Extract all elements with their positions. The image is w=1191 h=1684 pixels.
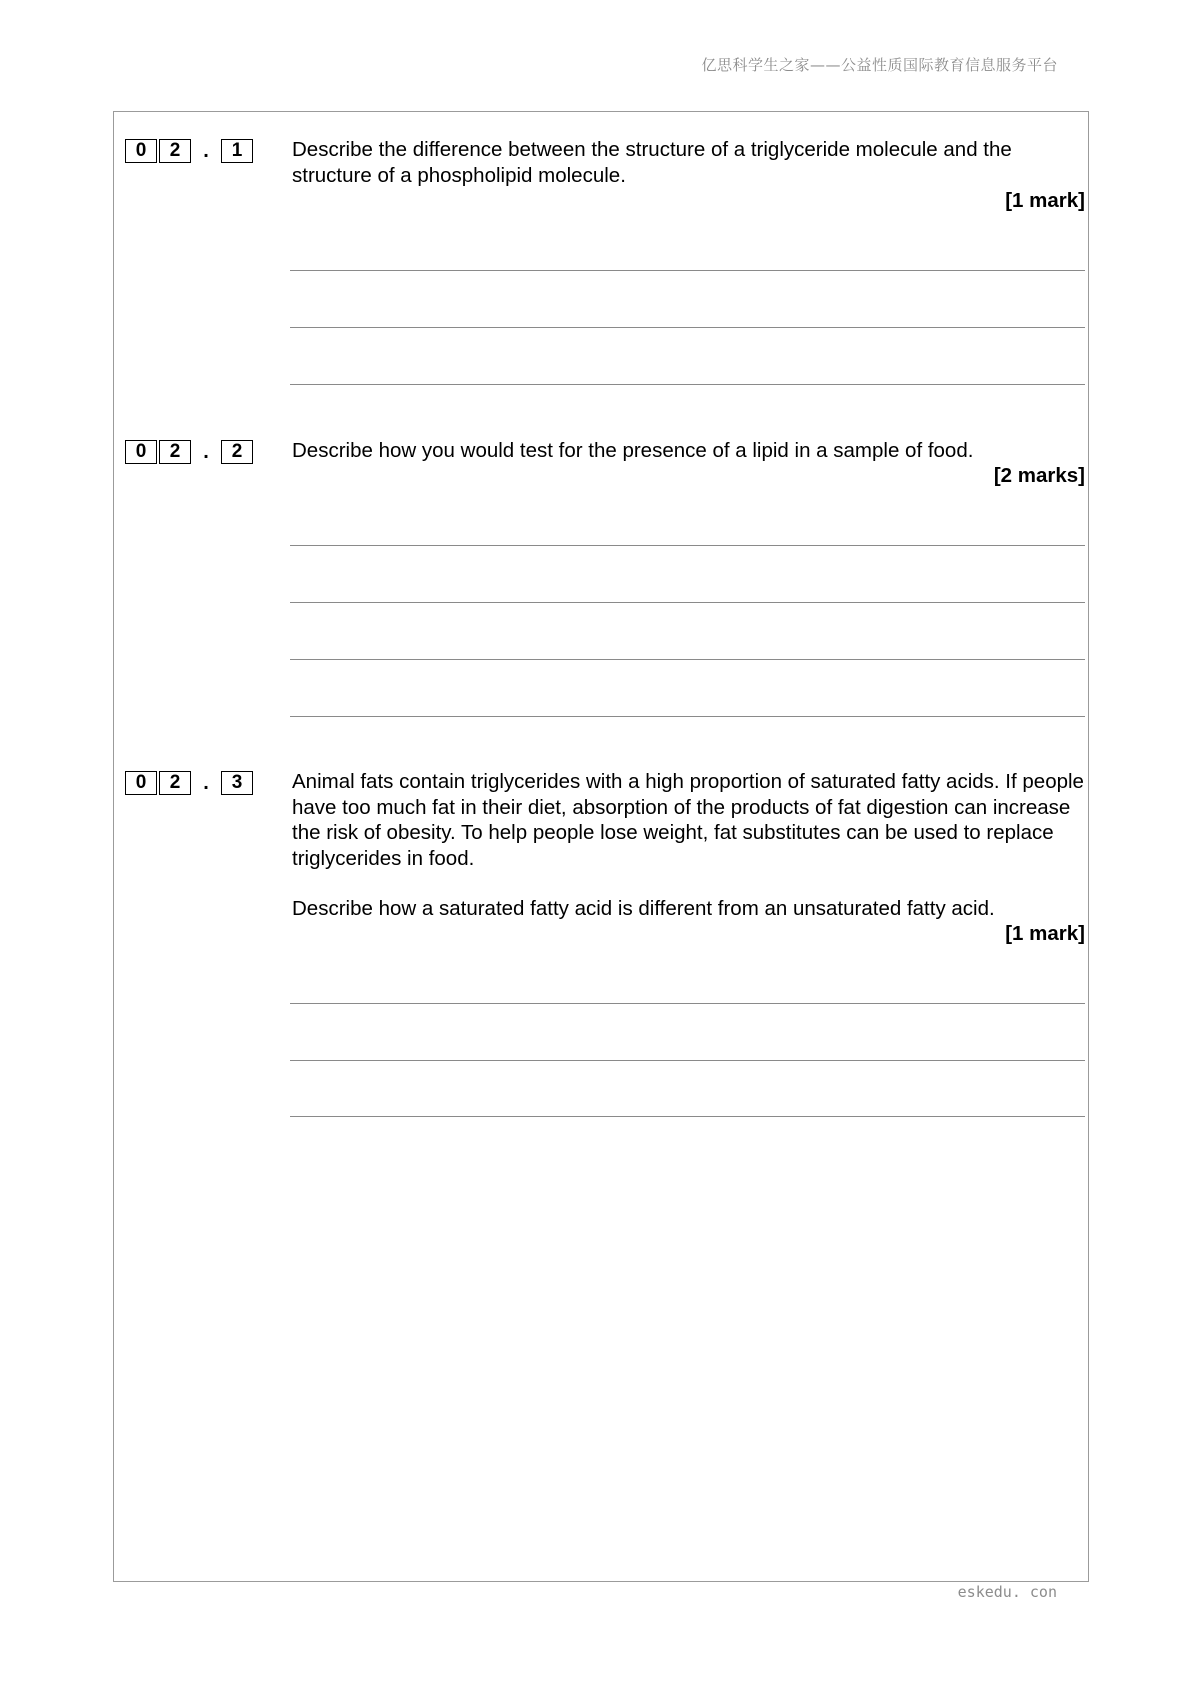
question-dot: . <box>203 140 209 162</box>
question-paragraph: Describe how you would test for the presence of a lipid in a sample of food. <box>292 439 974 462</box>
question-number-02-1 <box>125 139 253 163</box>
answer-line[interactable] <box>290 1060 1085 1061</box>
question-dot: . <box>203 441 209 463</box>
marks-label-02-2: [2 marks] <box>993 464 1085 487</box>
question-digit: 2 <box>159 771 191 795</box>
question-text-02-1 <box>292 137 1085 188</box>
question-number-02-3 <box>125 771 253 795</box>
question-digit: 0 <box>125 440 157 464</box>
question-digit: 0 <box>125 771 157 795</box>
answer-line[interactable] <box>290 1003 1085 1004</box>
question-paragraph: Describe how a saturated fatty acid is different from an unsaturated fatty acid. <box>292 897 995 920</box>
question-digit: 2 <box>159 139 191 163</box>
answer-line[interactable] <box>290 545 1085 546</box>
answer-line[interactable] <box>290 716 1085 717</box>
answer-line[interactable] <box>290 659 1085 660</box>
header-watermark: 亿思科学生之家——公益性质国际教育信息服务平台 <box>701 56 1058 74</box>
answer-line[interactable] <box>290 602 1085 603</box>
question-digit: 2 <box>159 440 191 464</box>
question-dot: . <box>203 772 209 794</box>
marks-label-02-3: [1 mark] <box>1005 922 1085 945</box>
question-text-02-2 <box>292 438 1085 464</box>
question-digit: 0 <box>125 139 157 163</box>
answer-line[interactable] <box>290 270 1085 271</box>
footer-watermark: eskedu. con <box>957 1583 1057 1601</box>
question-part: 3 <box>221 771 253 795</box>
marks-label-02-1: [1 mark] <box>1005 189 1085 212</box>
question-part: 1 <box>221 139 253 163</box>
answer-line[interactable] <box>290 1116 1085 1117</box>
question-part: 2 <box>221 440 253 464</box>
answer-line[interactable] <box>290 327 1085 328</box>
answer-line[interactable] <box>290 384 1085 385</box>
question-text-02-3 <box>292 769 1085 922</box>
question-paragraph: Describe the difference between the structure of a triglyceride molecule and the structure of a phospholipid molecule. <box>292 138 1012 187</box>
question-number-02-2 <box>125 440 253 464</box>
question-paragraph: Animal fats contain triglycerides with a high proportion of saturated fatty acids. If people have too much fat in their diet, absorption of the products of fat digestion can increase the risk of obesity. To help people lose weight, fat substitutes can be used to replace triglycerides in food. <box>292 770 1084 870</box>
